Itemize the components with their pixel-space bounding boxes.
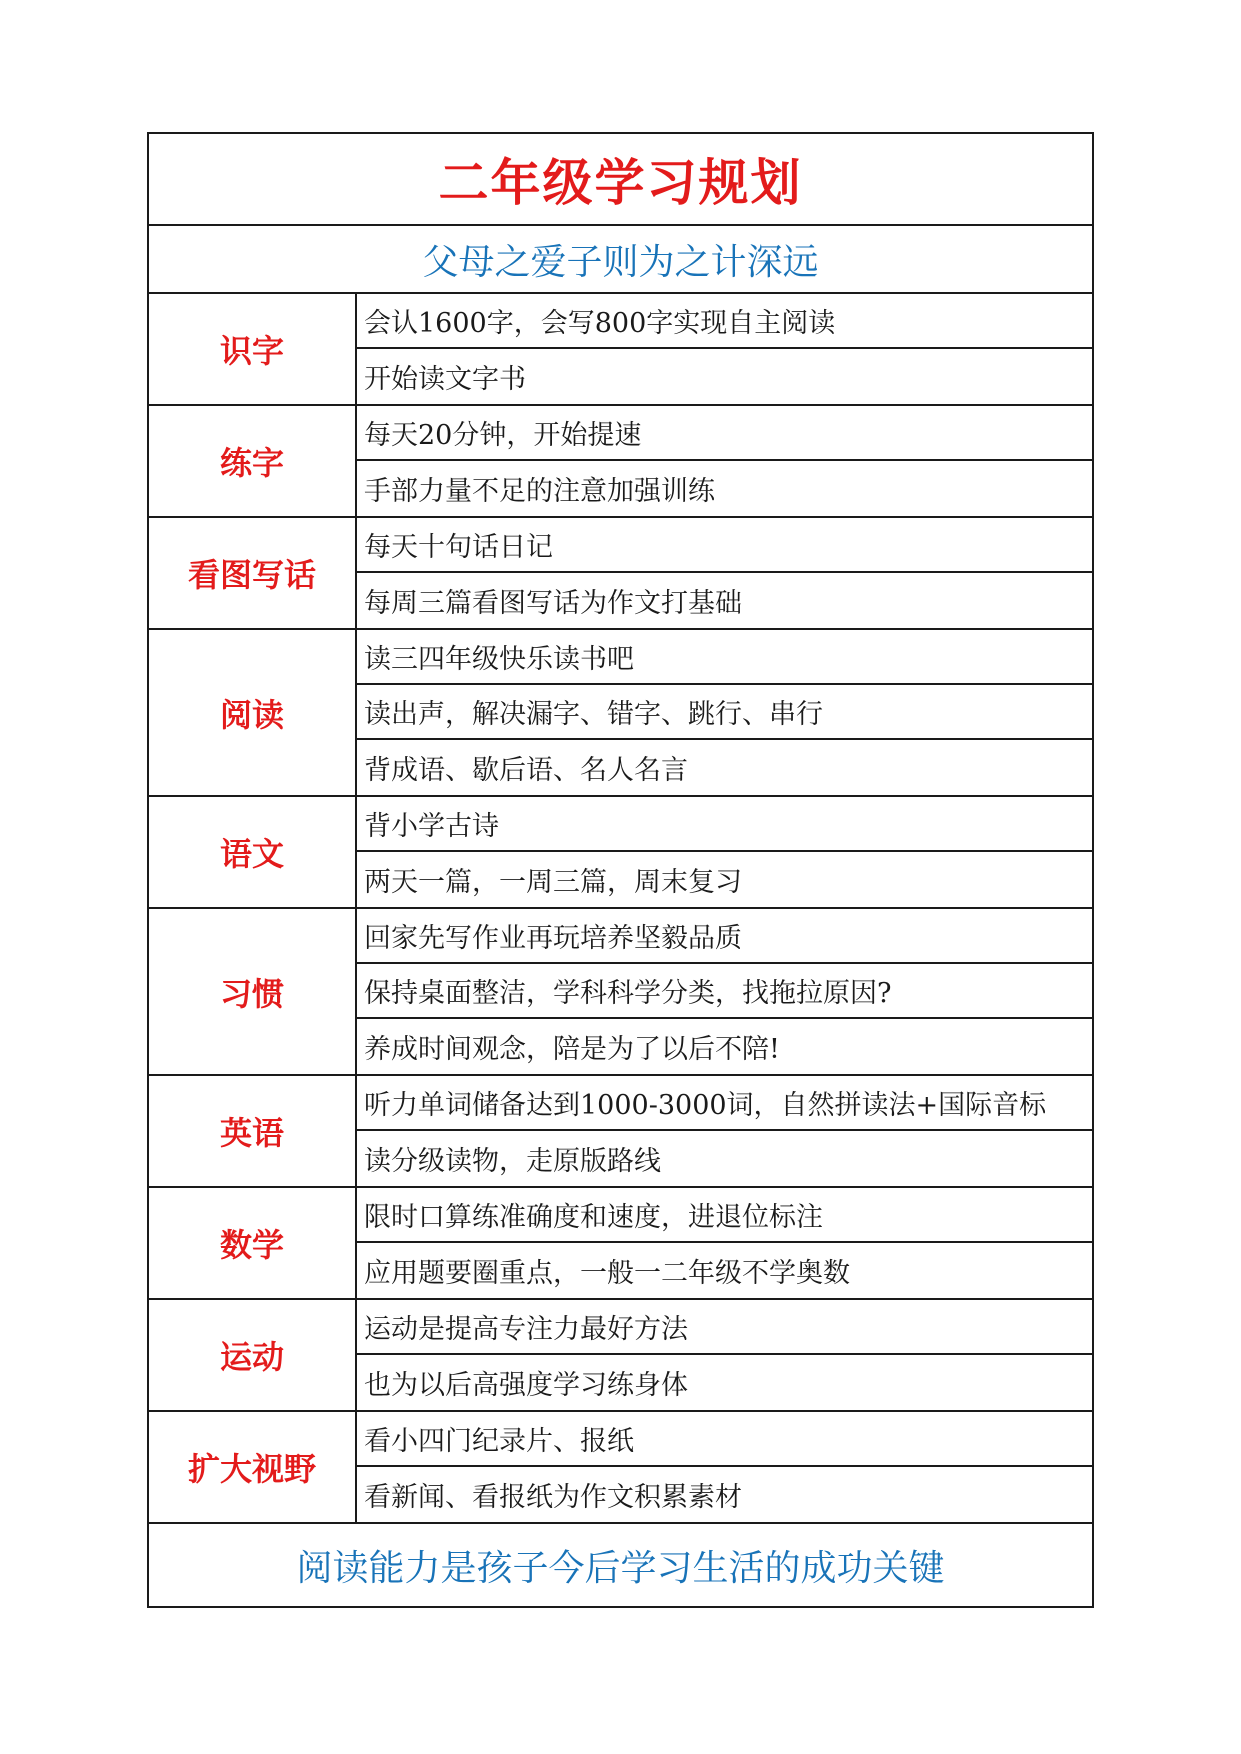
plan-item: 两天一篇，一周三篇，周末复习: [364, 867, 742, 898]
study-plan-table: [147, 132, 1094, 1608]
category-items: [357, 1188, 1092, 1298]
page-title: 二年级学习规划: [438, 154, 803, 212]
subtitle-row: [149, 226, 1092, 294]
plan-item: 保持桌面整洁，学科科学分类，找拖拉原因?: [357, 964, 1092, 1019]
plan-item: 运动是提高专注力最好方法: [357, 1300, 1092, 1355]
plan-section: [149, 406, 1092, 518]
plan-item: 每周三篇看图写话为作文打基础: [364, 588, 742, 619]
plan-item: 会认1600字，会写800字实现自主阅读: [357, 294, 1092, 349]
category-items: [357, 1412, 1092, 1522]
category-items: [357, 797, 1092, 907]
category-label: 阅读: [149, 630, 357, 795]
plan-section: [149, 1076, 1092, 1188]
page-subtitle: 父母之爱子则为之计深远: [422, 241, 819, 283]
plan-item: 每天十句话日记: [357, 518, 1092, 573]
category-items: [357, 406, 1092, 516]
category-items: [357, 1076, 1092, 1186]
category-label: 语文: [149, 797, 357, 907]
category-label: 识字: [149, 294, 357, 404]
plan-item: 每天20分钟，开始提速: [357, 406, 1092, 461]
plan-section: [149, 909, 1092, 1076]
category-label: 数学: [149, 1188, 357, 1298]
plan-item: 手部力量不足的注意加强训练: [364, 476, 715, 507]
category-label: 练字: [149, 406, 357, 516]
category-items: [357, 294, 1092, 404]
plan-item: 读分级读物，走原版路线: [364, 1146, 661, 1177]
plan-item: 看小四门纪录片、报纸: [357, 1412, 1092, 1467]
plan-item: 读三四年级快乐读书吧: [357, 630, 1092, 685]
plan-section: [149, 294, 1092, 406]
category-items: [357, 1300, 1092, 1410]
plan-item: 养成时间观念，陪是为了以后不陪!: [364, 1034, 780, 1065]
category-label: 扩大视野: [149, 1412, 357, 1522]
category-items: [357, 909, 1092, 1074]
plan-item: 应用题要圈重点，一般一二年级不学奥数: [364, 1258, 850, 1289]
category-items: [357, 630, 1092, 795]
category-label: 英语: [149, 1076, 357, 1186]
category-label: 运动: [149, 1300, 357, 1410]
footer-row: [149, 1524, 1092, 1606]
plan-item: 听力单词储备达到1000-3000词，自然拼读法+国际音标: [357, 1076, 1092, 1131]
plan-section: [149, 797, 1092, 909]
plan-item: 限时口算练准确度和速度，进退位标注: [357, 1188, 1092, 1243]
title-row: [149, 134, 1092, 226]
plan-sections: [149, 294, 1092, 1524]
plan-section: [149, 1188, 1092, 1300]
plan-item: 看新闻、看报纸为作文积累素材: [364, 1482, 742, 1513]
plan-item: 背成语、歇后语、名人名言: [364, 755, 688, 786]
plan-section: [149, 630, 1092, 797]
category-label: 看图写话: [149, 518, 357, 628]
plan-item: 读出声，解决漏字、错字、跳行、串行: [357, 685, 1092, 740]
plan-item: 也为以后高强度学习练身体: [364, 1370, 688, 1401]
footer-slogan: 阅读能力是孩子今后学习生活的成功关键: [296, 1547, 945, 1589]
category-label: 习惯: [149, 909, 357, 1074]
plan-item: 背小学古诗: [357, 797, 1092, 852]
category-items: [357, 518, 1092, 628]
plan-item: 开始读文字书: [364, 364, 526, 395]
plan-item: 回家先写作业再玩培养坚毅品质: [357, 909, 1092, 964]
plan-section: [149, 1300, 1092, 1412]
plan-section: [149, 1412, 1092, 1524]
plan-section: [149, 518, 1092, 630]
